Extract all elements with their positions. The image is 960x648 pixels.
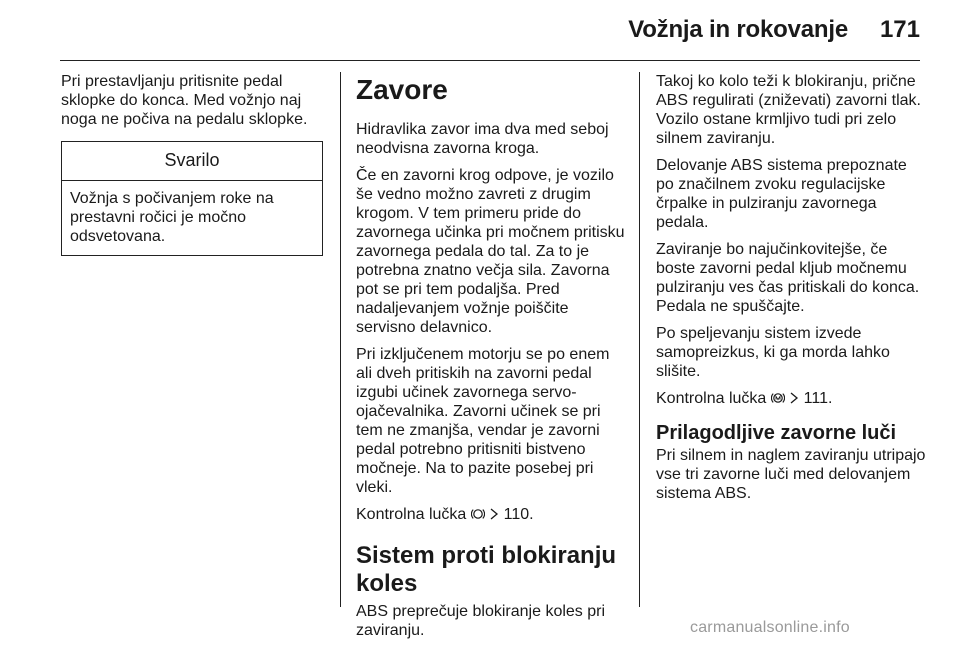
page-reference-arrow-icon (789, 392, 799, 404)
brakes-paragraph-1: Hidravlika zavor ima dva med seboj neodvisna zavorna kroga. (356, 121, 609, 157)
abs-paragraph-4: Zaviranje bo najučinkovitejše, če boste zavorni pedal kljub močnemu pulziranju ves čas pritiskali do konca. Pedala ne spuščajte. (656, 241, 920, 315)
section-heading-adaptive-brake-lights: Prilagodljive zavorne luči (656, 422, 897, 444)
section-heading-brakes: Zavore (356, 74, 448, 105)
abs-lamp-reference (656, 389, 928, 408)
header-rule (60, 60, 920, 61)
abs-paragraph-2: Takoj ko kolo teži k blokiranju, prične ABS regulirati (zniževati) zavorni tlak. Vozilo ostane krmljivo tudi pri zelo silnem zaviranju. (656, 73, 921, 147)
lamp-page-ref: 111. (803, 390, 833, 407)
warning-box (61, 141, 323, 256)
brake-warning-lamp-icon (471, 507, 485, 521)
column-2 (356, 72, 628, 648)
brakes-paragraph-2: Če en zavorni krog odpove, je vozilo še vedno možno zavreti z drugim krogom. V tem primeru pride do zavornega učinka pri močnem pritisku zavornega pedala do tal. Za to je potrebna znatno večja sila. Zavorna pot se pri tem podaljša. Pred nadaljevanjem vožnje poiščite servisno delavnico. (356, 167, 625, 336)
column-divider-1 (340, 72, 341, 607)
adaptive-brake-lights-paragraph: Pri silnem in naglem zaviranju utripajo vse tri zavorne luči med delovanjem sistema ABS. (656, 447, 926, 502)
lamp-label: Kontrolna lučka (656, 390, 767, 407)
clutch-paragraph: Pri prestavljanju pritisnite pedal sklopke do konca. Med vožnjo naj noga ne počiva na pedalu sklopke. (61, 73, 308, 128)
brakes-paragraph-3: Pri izključenem motorju se po enem ali dveh pritiskih na zavorni pedal izgubi učinek zavornega servo-ojačevalnika. Zavorni učinek se pri tem ne zmanjša, vendar je zavorni pedal potrebno pritisniti bistveno močneje. Na to pazite posebej pri vleki. (356, 346, 610, 496)
lamp-label: Kontrolna lučka (356, 506, 467, 523)
column-1 (61, 72, 325, 256)
abs-warning-lamp-icon (771, 391, 785, 405)
section-heading-abs: Sistem proti blokiranju koles (356, 542, 617, 597)
abs-paragraph-5: Po speljevanju sistem izvede samopreizkus, ki ga morda lahko slišite. (656, 325, 890, 380)
page-reference-arrow-icon (489, 508, 499, 520)
watermark: carmanualsonline.info (690, 619, 850, 636)
column-3 (656, 72, 928, 511)
abs-paragraph-1: ABS preprečuje blokiranje koles pri zaviranju. (356, 603, 606, 639)
page-number: 171 (879, 16, 920, 43)
header-title: Vožnja in rokovanje (628, 16, 848, 43)
warning-body: Vožnja s počivanjem roke na prestavni ročici je močno odsvetovana. (70, 190, 274, 245)
page-header (0, 0, 960, 62)
column-divider-2 (639, 72, 640, 607)
brake-lamp-reference (356, 505, 628, 524)
warning-heading: Svarilo (62, 142, 322, 181)
abs-paragraph-3: Delovanje ABS sistema prepoznate po značilnem zvoku regulacijske črpalke in pulziranju zavornega pedala. (656, 157, 907, 231)
lamp-page-ref: 110. (503, 506, 534, 523)
